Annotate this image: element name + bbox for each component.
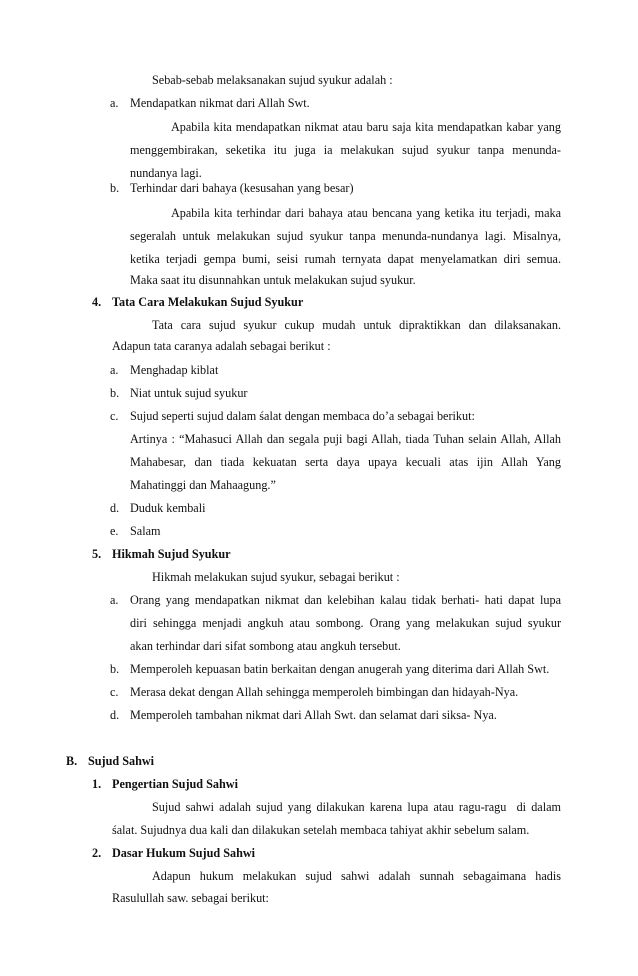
list-marker: a.	[110, 363, 119, 377]
list-item-title: Terhindar dari bahaya (kesusahan yang besar)	[130, 181, 354, 195]
list-item: Menghadap kiblat	[130, 363, 219, 377]
sebab-intro: Sebab-sebab melaksanakan sujud syukur adalah :	[152, 73, 393, 87]
paragraph-line: nundanya lagi.	[130, 166, 202, 180]
paragraph-line: Tata cara sujud syukur cukup mudah untuk dipraktikkan dan dilaksanakan.	[152, 318, 561, 332]
list-marker: a.	[110, 96, 119, 110]
list-item: Memperoleh kepuasan batin berkaitan dengan anugerah yang diterima dari Allah Swt.	[130, 662, 550, 676]
paragraph-line: Hikmah melakukan sujud syukur, sebagai berikut :	[152, 570, 400, 584]
list-marker: c.	[110, 409, 119, 423]
paragraph-line: Mahabesar, dan tiada kekuatan serta daya upaya kecuali atas ijin Allah Yang	[130, 455, 561, 469]
list-marker: a.	[110, 593, 119, 607]
paragraph-line: Artinya : “Mahasuci Allah dan segala puji bagi Allah, tiada Tuhan selain Allah, Allah	[130, 432, 561, 446]
paragraph-line: Adapun hukum melakukan sujud sahwi adalah sunnah sebagaimana hadis	[152, 869, 561, 883]
paragraph-line: Apabila kita terhindar dari bahaya atau bencana yang ketika itu terjadi, maka	[171, 206, 561, 220]
list-item: Salam	[130, 524, 161, 538]
chapter-heading: Sujud Sahwi	[88, 754, 155, 768]
paragraph-line: Apabila kita mendapatkan nikmat atau baru saja kita mendapatkan kabar yang	[171, 120, 561, 134]
list-item: Sujud seperti sujud dalam śalat dengan membaca do’a sebagai berikut:	[130, 409, 475, 423]
paragraph-line: menggembirakan, seketika itu juga ia melakukan sujud syukur tanpa menunda-	[130, 143, 561, 157]
paragraph-line: ketika terjadi gempa bumi, seisi rumah ternyata dapat menyelamatkan diri semua.	[130, 252, 561, 266]
list-marker: d.	[110, 501, 120, 515]
paragraph-line: Sujud sahwi adalah sujud yang dilakukan karena lupa atau ragu-ragu di dalam	[152, 800, 561, 814]
paragraph-line: Orang yang mendapatkan nikmat dan kelebihan kalau tidak berhati- hati dapat lupa	[130, 593, 561, 607]
list-item: Duduk kembali	[130, 501, 206, 515]
list-item: Memperoleh tambahan nikmat dari Allah Swt. dan selamat dari siksa- Nya.	[130, 708, 497, 722]
paragraph-line: diri sehingga menjadi angkuh atau sombong. Orang yang melakukan sujud syukur	[130, 616, 561, 630]
paragraph-line: Rasulullah saw. sebagai berikut:	[112, 891, 269, 905]
list-marker: b.	[110, 386, 120, 400]
section-number: 2.	[92, 846, 102, 860]
paragraph-line: Mahatinggi dan Mahaagung.”	[130, 478, 276, 492]
paragraph-line: akan terhindar dari sifat sombong atau angkuh tersebut.	[130, 639, 401, 653]
list-marker: b.	[110, 662, 120, 676]
paragraph-line: Adapun tata caranya adalah sebagai berikut :	[112, 339, 331, 353]
list-item: Niat untuk sujud syukur	[130, 386, 248, 400]
list-item: Merasa dekat dengan Allah sehingga memperoleh bimbingan dan hidayah-Nya.	[130, 685, 519, 699]
paragraph-line: Maka saat itu disunnahkan untuk melakukan sujud syukur.	[130, 273, 416, 287]
section-heading: Dasar Hukum Sujud Sahwi	[112, 846, 256, 860]
list-marker: c.	[110, 685, 119, 699]
section-number: 5.	[92, 547, 102, 561]
paragraph-line: śalat. Sujudnya dua kali dan dilakukan setelah membaca tahiyat akhir sebelum salam.	[112, 823, 530, 837]
section-heading: Pengertian Sujud Sahwi	[112, 777, 238, 791]
section-heading: Tata Cara Melakukan Sujud Syukur	[112, 295, 304, 309]
paragraph-line: segeralah untuk melakukan sujud syukur tanpa menunda-nundanya lagi. Misalnya,	[130, 229, 561, 243]
chapter-letter: B.	[66, 754, 78, 768]
list-marker: d.	[110, 708, 120, 722]
section-number: 1.	[92, 777, 102, 791]
list-marker: e.	[110, 524, 119, 538]
section-heading: Hikmah Sujud Syukur	[112, 547, 231, 561]
list-item-title: Mendapatkan nikmat dari Allah Swt.	[130, 96, 310, 110]
section-number: 4.	[92, 295, 102, 309]
list-marker: b.	[110, 181, 120, 195]
